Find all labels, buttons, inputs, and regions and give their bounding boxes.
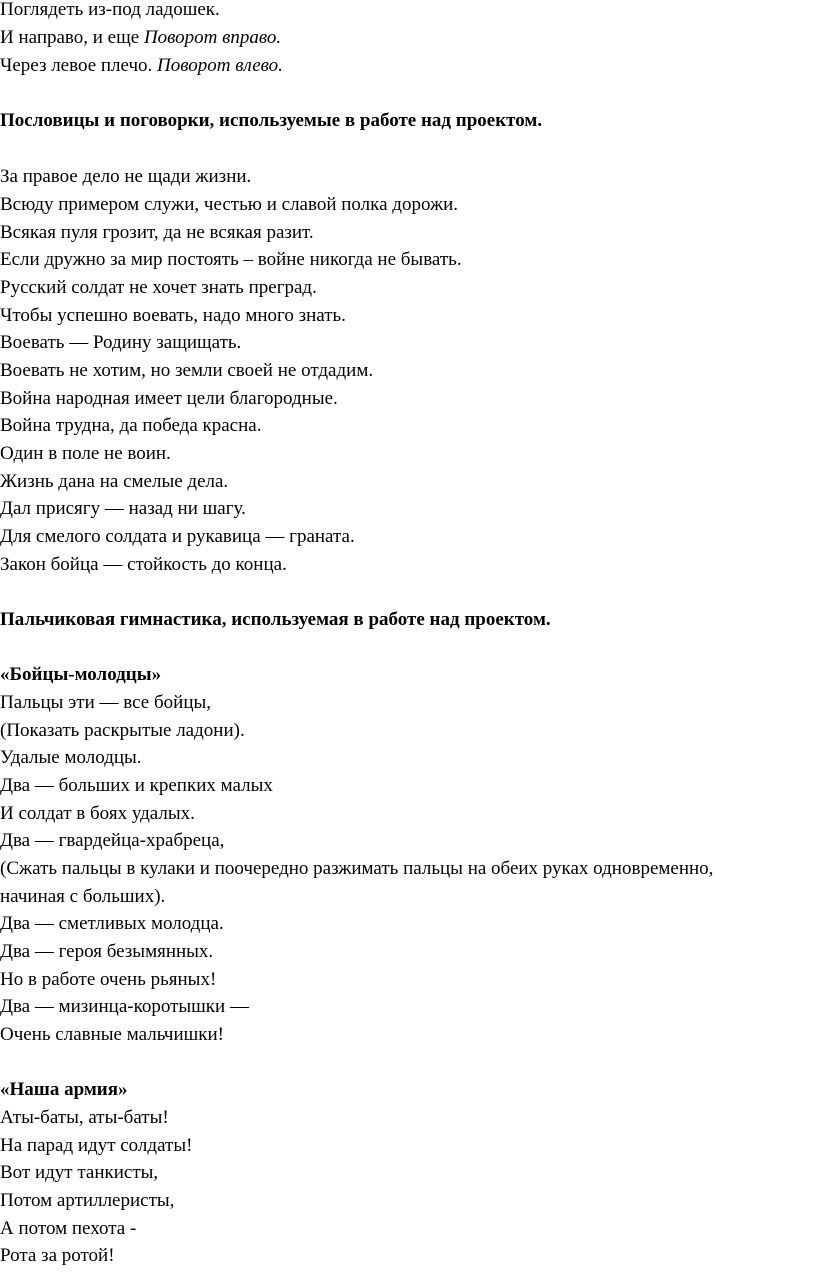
poem-title: «Бойцы-молодцы» — [0, 664, 162, 685]
poem-line: Потом артиллеристы, — [0, 1190, 175, 1211]
proverb-item: Всякая пуля грозит, да не всякая разит. — [0, 222, 314, 243]
poem-line: Пальцы эти — все бойцы, — [0, 692, 212, 713]
poem-line: И солдат в боях удалых. — [0, 803, 195, 824]
poem-line: (Показать раскрытые ладони). — [0, 720, 245, 741]
poem-title: «Наша армия» — [0, 1079, 128, 1100]
proverb-item: Русский солдат не хочет знать преград. — [0, 277, 317, 298]
proverb-item: Война трудна, да победа красна. — [0, 415, 262, 436]
proverb-item: Воевать не хотим, но земли своей не отдадим. — [0, 360, 374, 381]
intro-line-3: Через левое плечо. Поворот влево. — [0, 55, 283, 76]
poem-line: Аты-баты, аты-баты! — [0, 1107, 169, 1128]
proverb-item: Для смелого солдата и рукавица — граната. — [0, 526, 355, 547]
proverbs-heading: Пословицы и поговорки, используемые в работе над проектом. — [0, 110, 543, 131]
poem-line: (Сжать пальцы в кулаки и поочередно разжимать пальцы на обеих руках одновременно, — [0, 858, 714, 879]
poem-line: Но в работе очень рьяных! — [0, 969, 217, 990]
poem-line: Вот идут танкисты, — [0, 1162, 159, 1183]
proverb-item: Воевать — Родину защищать. — [0, 332, 242, 353]
poem-line: Два — больших и крепких малых — [0, 775, 273, 796]
proverb-item: Война народная имеет цели благородные. — [0, 388, 338, 409]
intro-line-1: Поглядеть из-под ладошек. — [0, 0, 220, 20]
poem-line: Очень славные мальчишки! — [0, 1024, 225, 1045]
intro-line-2: И направо, и еще Поворот вправо. — [0, 27, 282, 48]
proverb-item: Один в поле не воин. — [0, 443, 171, 464]
poem-line: А потом пехота - — [0, 1218, 137, 1239]
poem-line: Удалые молодцы. — [0, 747, 142, 768]
proverb-item: Всюду примером служи, честью и славой полка дорожи. — [0, 194, 459, 215]
proverb-item: Чтобы успешно воевать, надо много знать. — [0, 305, 346, 326]
poem-line: На парад идут солдаты! — [0, 1135, 193, 1156]
poem-line: Два — героя безымянных. — [0, 941, 214, 962]
poem-line: Два — мизинца-коротышки — — [0, 996, 249, 1017]
proverb-item: Жизнь дана на смелые дела. — [0, 471, 229, 492]
italic-note: Поворот вправо. — [143, 27, 282, 48]
italic-note: Поворот влево. — [157, 55, 283, 76]
poem-line: Два — гвардейца-храбреца, — [0, 830, 225, 851]
proverb-item: За правое дело не щади жизни. — [0, 166, 252, 187]
proverb-item: Дал присягу — назад ни шагу. — [0, 498, 246, 519]
proverb-item: Закон бойца — стойкость до конца. — [0, 554, 287, 575]
poem-line: начиная с больших). — [0, 886, 166, 907]
finger-heading: Пальчиковая гимнастика, используемая в работе над проектом. — [0, 609, 551, 630]
poem-line: Два — сметливых молодца. — [0, 913, 224, 934]
proverb-item: Если дружно за мир постоять – войне никогда не бывать. — [0, 249, 462, 270]
poem-line: Рота за ротой! — [0, 1245, 115, 1266]
